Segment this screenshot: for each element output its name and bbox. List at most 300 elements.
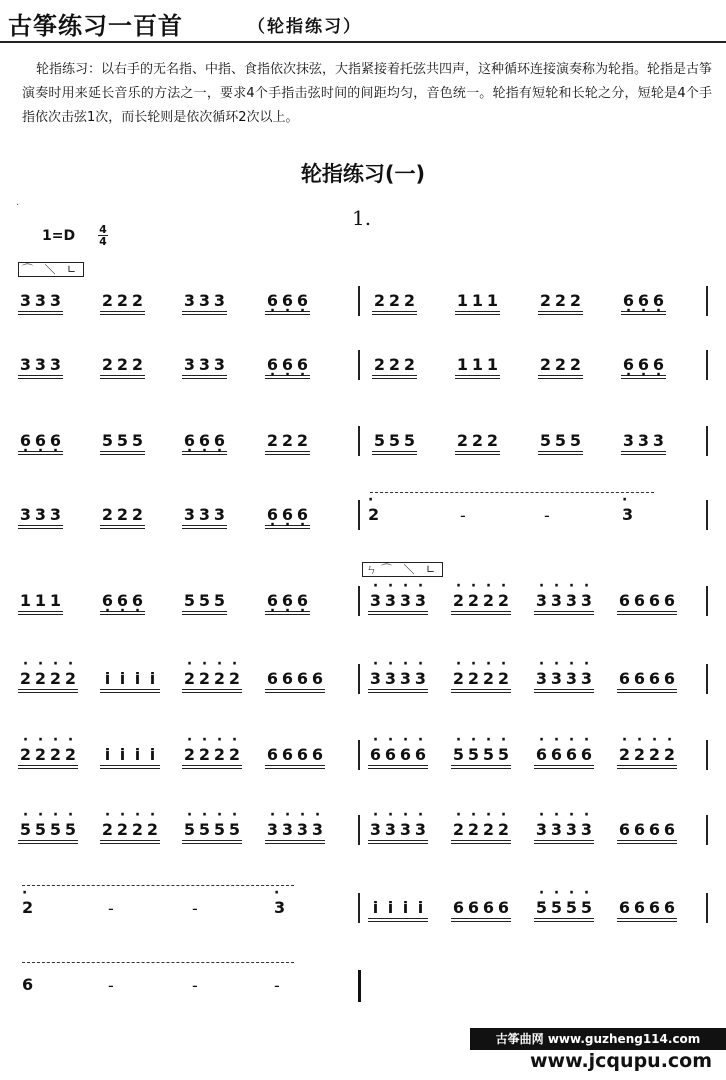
note: 6 bbox=[648, 591, 661, 610]
note: 5 bbox=[183, 591, 196, 610]
tie-marker: · bbox=[16, 200, 20, 211]
note: · 6 bbox=[265, 355, 280, 374]
note: · 6 bbox=[212, 431, 227, 450]
footer-url: www.jcqupu.com bbox=[530, 1050, 713, 1072]
note: 6 bbox=[618, 898, 631, 917]
note: · 6 bbox=[130, 591, 145, 610]
note: · 6 bbox=[413, 745, 428, 764]
note-group bbox=[100, 669, 160, 690]
note-group bbox=[368, 745, 428, 766]
note: · 2 bbox=[451, 669, 466, 688]
time-sig-top: 4 bbox=[99, 223, 107, 236]
note: · 2 bbox=[18, 669, 33, 688]
note: 3 bbox=[213, 505, 226, 524]
note: 3 bbox=[34, 291, 47, 310]
note: · 6 bbox=[651, 291, 666, 310]
note: · 6 bbox=[280, 291, 295, 310]
note: · 5 bbox=[451, 745, 466, 764]
note: 2 bbox=[486, 431, 499, 450]
note: · 3 bbox=[413, 591, 428, 610]
note-group bbox=[265, 291, 310, 312]
note: · 6 bbox=[265, 291, 280, 310]
score-row bbox=[0, 740, 726, 780]
note: 6 bbox=[648, 898, 661, 917]
barline bbox=[358, 586, 360, 616]
note: · 2 bbox=[145, 820, 160, 839]
note-group bbox=[182, 820, 242, 841]
score-row bbox=[0, 815, 726, 855]
note: 2 bbox=[101, 291, 114, 310]
note-group bbox=[534, 591, 594, 612]
note-group bbox=[100, 591, 145, 612]
note: i bbox=[115, 745, 130, 764]
note: 6 bbox=[266, 669, 279, 688]
time-sig-bottom: 4 bbox=[99, 235, 107, 248]
note: · 5 bbox=[48, 820, 63, 839]
note: 6 bbox=[467, 898, 480, 917]
note: · 3 bbox=[265, 820, 280, 839]
note: · 6 bbox=[280, 591, 295, 610]
fingering-box: ⌒ ＼ ∟ bbox=[18, 262, 84, 277]
note-group bbox=[455, 355, 500, 376]
note: 3 bbox=[49, 355, 62, 374]
note: · 6 bbox=[295, 505, 310, 524]
note-group bbox=[621, 431, 666, 452]
note: · 6 bbox=[383, 745, 398, 764]
note: · 2 bbox=[63, 669, 78, 688]
note: 1 bbox=[34, 591, 47, 610]
note: 6 bbox=[452, 898, 465, 917]
score-row bbox=[0, 500, 726, 540]
note-group bbox=[617, 820, 677, 841]
note: 1 bbox=[49, 591, 62, 610]
hold-dash: - bbox=[192, 899, 198, 918]
note: · 6 bbox=[100, 591, 115, 610]
score-row bbox=[0, 664, 726, 704]
note: · 3 bbox=[622, 505, 633, 524]
note: 2 bbox=[403, 291, 416, 310]
note-group bbox=[455, 291, 500, 312]
note: 2 bbox=[554, 291, 567, 310]
note: · 2 bbox=[33, 669, 48, 688]
note: · 5 bbox=[549, 898, 564, 917]
note: · 6 bbox=[636, 291, 651, 310]
note: 3 bbox=[19, 505, 32, 524]
note-group bbox=[621, 355, 666, 376]
note: 2 bbox=[539, 291, 552, 310]
note: · 6 bbox=[398, 745, 413, 764]
note: · 2 bbox=[18, 745, 33, 764]
note-group bbox=[368, 820, 428, 841]
note: 5 bbox=[101, 431, 114, 450]
note: · 2 bbox=[496, 820, 511, 839]
note: 3 bbox=[183, 505, 196, 524]
key-signature: 1=D bbox=[42, 228, 76, 244]
note: · 6 bbox=[534, 745, 549, 764]
note: · 3 bbox=[579, 591, 594, 610]
note: · 2 bbox=[182, 745, 197, 764]
note: · 2 bbox=[647, 745, 662, 764]
note: · 3 bbox=[579, 820, 594, 839]
tie-line bbox=[370, 492, 654, 493]
note: 3 bbox=[19, 355, 32, 374]
score-row bbox=[0, 350, 726, 390]
note: · 6 bbox=[33, 431, 48, 450]
note: 3 bbox=[213, 291, 226, 310]
note: · 5 bbox=[182, 820, 197, 839]
note: · 3 bbox=[534, 591, 549, 610]
title-rule bbox=[0, 41, 726, 43]
note: · 2 bbox=[115, 820, 130, 839]
note-group bbox=[621, 291, 666, 312]
note: 1 bbox=[19, 591, 32, 610]
note: 3 bbox=[34, 355, 47, 374]
note: · 2 bbox=[632, 745, 647, 764]
barline bbox=[358, 893, 360, 923]
note: · 6 bbox=[295, 291, 310, 310]
score-row bbox=[0, 893, 726, 933]
note-group bbox=[182, 745, 242, 766]
note: · 2 bbox=[63, 745, 78, 764]
note: 2 bbox=[456, 431, 469, 450]
note: · 3 bbox=[274, 898, 285, 917]
note-group bbox=[182, 291, 227, 312]
note-group bbox=[182, 669, 242, 690]
note-group bbox=[265, 431, 310, 452]
note-group bbox=[100, 820, 160, 841]
note-group bbox=[18, 820, 78, 841]
intro-paragraph: 轮指练习：以右手的无名指、中指、食指依次抹弦，大指紧接着托弦共四声，这种循环连接演奏称为轮指。轮指是古筝演奏时用来延长音乐的方法之一，要求4个手指击弦时间的间距均匀，音色统一。轮指有短轮和长轮之分，短轮是4个手指依次击弦1次，而长轮则是依次循环2次以上。 bbox=[22, 62, 713, 125]
note: · 6 bbox=[265, 591, 280, 610]
note: 2 bbox=[388, 291, 401, 310]
note: · 3 bbox=[398, 669, 413, 688]
note: · 2 bbox=[48, 745, 63, 764]
note: 2 bbox=[373, 355, 386, 374]
note: 6 bbox=[281, 745, 294, 764]
note: i bbox=[100, 745, 115, 764]
hold-dash: - bbox=[192, 976, 198, 995]
note: · 2 bbox=[481, 669, 496, 688]
note-group bbox=[18, 745, 78, 766]
note: 6 bbox=[618, 591, 631, 610]
note-group bbox=[534, 898, 594, 919]
note-group bbox=[182, 591, 227, 612]
footer-site: 古筝曲网 www.guzheng114.com bbox=[470, 1028, 726, 1050]
note: 3 bbox=[198, 505, 211, 524]
note: 5 bbox=[131, 431, 144, 450]
barline bbox=[706, 740, 708, 770]
note: · 6 bbox=[564, 745, 579, 764]
note-group bbox=[538, 431, 583, 452]
note: · 2 bbox=[182, 669, 197, 688]
note: i bbox=[130, 669, 145, 688]
note-group bbox=[182, 431, 227, 452]
note: 3 bbox=[637, 431, 650, 450]
note: 5 bbox=[116, 431, 129, 450]
note: · 5 bbox=[212, 820, 227, 839]
note-group bbox=[451, 898, 511, 919]
note: · 6 bbox=[48, 431, 63, 450]
note-group bbox=[372, 431, 417, 452]
note: · 2 bbox=[197, 669, 212, 688]
note-group bbox=[451, 591, 511, 612]
note: · 3 bbox=[398, 591, 413, 610]
note-group bbox=[265, 745, 325, 766]
note-group bbox=[18, 591, 63, 612]
note: · 2 bbox=[212, 745, 227, 764]
note-group bbox=[534, 745, 594, 766]
note: · 6 bbox=[579, 745, 594, 764]
note: · 2 bbox=[617, 745, 632, 764]
note-group bbox=[100, 505, 145, 526]
note: · 3 bbox=[564, 591, 579, 610]
note: 2 bbox=[539, 355, 552, 374]
note: · 5 bbox=[564, 898, 579, 917]
note: i bbox=[130, 745, 145, 764]
note: · 3 bbox=[564, 820, 579, 839]
note-group bbox=[617, 669, 677, 690]
note-group bbox=[100, 431, 145, 452]
note: 1 bbox=[486, 291, 499, 310]
barline bbox=[358, 426, 360, 456]
note: · 6 bbox=[295, 355, 310, 374]
note: · 2 bbox=[368, 505, 379, 524]
note: · 2 bbox=[466, 669, 481, 688]
note: · 6 bbox=[549, 745, 564, 764]
note: 3 bbox=[183, 355, 196, 374]
note: i bbox=[145, 745, 160, 764]
note: 6 bbox=[663, 820, 676, 839]
note-group bbox=[100, 291, 145, 312]
note: 3 bbox=[49, 291, 62, 310]
note-group bbox=[534, 820, 594, 841]
note: 3 bbox=[652, 431, 665, 450]
note: 3 bbox=[622, 431, 635, 450]
score-row bbox=[0, 586, 726, 626]
note: · 2 bbox=[451, 591, 466, 610]
note: 5 bbox=[198, 591, 211, 610]
note-group bbox=[372, 355, 417, 376]
note: 6 bbox=[633, 591, 646, 610]
note: 6 bbox=[497, 898, 510, 917]
note: 3 bbox=[198, 355, 211, 374]
barline bbox=[358, 815, 360, 845]
piece-number: 1. bbox=[352, 206, 372, 230]
note: 6 bbox=[618, 820, 631, 839]
note-group bbox=[617, 591, 677, 612]
note: 3 bbox=[213, 355, 226, 374]
note: · 2 bbox=[48, 669, 63, 688]
note: 2 bbox=[101, 355, 114, 374]
note: 5 bbox=[539, 431, 552, 450]
note: 2 bbox=[116, 355, 129, 374]
note: · 6 bbox=[182, 431, 197, 450]
hold-dash: - bbox=[108, 899, 114, 918]
note: 2 bbox=[116, 291, 129, 310]
note: i bbox=[145, 669, 160, 688]
note: · 3 bbox=[295, 820, 310, 839]
note: 2 bbox=[131, 505, 144, 524]
note-group bbox=[182, 505, 227, 526]
note: · 5 bbox=[579, 898, 594, 917]
note: 2 bbox=[373, 291, 386, 310]
note: · 5 bbox=[466, 745, 481, 764]
note: · 2 bbox=[130, 820, 145, 839]
score-row bbox=[0, 426, 726, 466]
note: · 5 bbox=[33, 820, 48, 839]
note: · 2 bbox=[100, 820, 115, 839]
tie-line bbox=[22, 885, 294, 886]
note: 6 bbox=[648, 669, 661, 688]
note-group bbox=[617, 898, 677, 919]
note: 2 bbox=[296, 431, 309, 450]
barline bbox=[358, 740, 360, 770]
note: · 6 bbox=[265, 505, 280, 524]
time-signature bbox=[98, 224, 108, 247]
note: 1 bbox=[486, 355, 499, 374]
note: 1 bbox=[456, 291, 469, 310]
note: · 3 bbox=[398, 820, 413, 839]
barline bbox=[706, 893, 708, 923]
note: · 3 bbox=[549, 669, 564, 688]
note: · 2 bbox=[496, 669, 511, 688]
note: 6 bbox=[266, 745, 279, 764]
note-group bbox=[372, 291, 417, 312]
note-group bbox=[18, 505, 63, 526]
note: · 3 bbox=[413, 820, 428, 839]
barline bbox=[706, 586, 708, 616]
note-group bbox=[18, 355, 63, 376]
note: · 3 bbox=[383, 591, 398, 610]
note: 1 bbox=[456, 355, 469, 374]
note: · 2 bbox=[481, 820, 496, 839]
note: 2 bbox=[569, 291, 582, 310]
note: · 6 bbox=[621, 291, 636, 310]
note: · 6 bbox=[295, 591, 310, 610]
note-group bbox=[100, 355, 145, 376]
page-title: 古筝练习一百首 bbox=[8, 12, 183, 40]
barline bbox=[706, 664, 708, 694]
note: · 3 bbox=[368, 669, 383, 688]
barline bbox=[706, 350, 708, 380]
note: 3 bbox=[34, 505, 47, 524]
note-group bbox=[265, 820, 325, 841]
note: · 3 bbox=[534, 820, 549, 839]
note: · 2 bbox=[662, 745, 677, 764]
note: 6 bbox=[633, 898, 646, 917]
note-group bbox=[265, 591, 310, 612]
page-subtitle: （轮指练习） bbox=[248, 17, 362, 37]
note: · 6 bbox=[621, 355, 636, 374]
note: · 5 bbox=[63, 820, 78, 839]
note: · 3 bbox=[549, 591, 564, 610]
note: 1 bbox=[471, 355, 484, 374]
note: 6 bbox=[482, 898, 495, 917]
note: i bbox=[100, 669, 115, 688]
note: · 2 bbox=[466, 820, 481, 839]
note-group bbox=[451, 669, 511, 690]
note: 2 bbox=[388, 355, 401, 374]
note: · 6 bbox=[280, 505, 295, 524]
note: · 2 bbox=[481, 591, 496, 610]
score-row bbox=[0, 286, 726, 326]
note-group bbox=[538, 291, 583, 312]
note: 2 bbox=[403, 355, 416, 374]
barline bbox=[706, 286, 708, 316]
note: · 5 bbox=[227, 820, 242, 839]
note: 2 bbox=[131, 291, 144, 310]
note: 5 bbox=[554, 431, 567, 450]
note: 6 bbox=[296, 669, 309, 688]
note-group bbox=[18, 431, 63, 452]
hold-dash: - bbox=[108, 976, 114, 995]
note: · 6 bbox=[197, 431, 212, 450]
note: · 3 bbox=[383, 669, 398, 688]
note: · 3 bbox=[534, 669, 549, 688]
note: 2 bbox=[569, 355, 582, 374]
note: · 5 bbox=[496, 745, 511, 764]
note-group bbox=[368, 591, 428, 612]
note-group bbox=[368, 898, 428, 919]
note-group bbox=[265, 505, 310, 526]
final-barline bbox=[358, 970, 361, 1002]
note-group bbox=[100, 745, 160, 766]
note: · 6 bbox=[18, 431, 33, 450]
note: 2 bbox=[266, 431, 279, 450]
note: 2 bbox=[131, 355, 144, 374]
note: · 2 bbox=[496, 591, 511, 610]
note-group bbox=[265, 669, 325, 690]
note: i bbox=[368, 898, 383, 917]
note-group bbox=[617, 745, 677, 766]
hold-dash: - bbox=[274, 976, 280, 995]
note: · 5 bbox=[18, 820, 33, 839]
note: · 3 bbox=[564, 669, 579, 688]
note: 6 bbox=[22, 975, 34, 994]
note: 3 bbox=[19, 291, 32, 310]
note: 5 bbox=[213, 591, 226, 610]
note: 6 bbox=[281, 669, 294, 688]
note: · 3 bbox=[413, 669, 428, 688]
hold-dash: - bbox=[544, 506, 550, 525]
note: 5 bbox=[388, 431, 401, 450]
note: 6 bbox=[311, 669, 324, 688]
note: · 5 bbox=[197, 820, 212, 839]
note: 2 bbox=[471, 431, 484, 450]
note: 2 bbox=[116, 505, 129, 524]
note: · 5 bbox=[481, 745, 496, 764]
note-group bbox=[534, 669, 594, 690]
note-group bbox=[368, 669, 428, 690]
note: 5 bbox=[373, 431, 386, 450]
fingering-box: ㄣ⌒ ＼ ∟ bbox=[362, 562, 443, 577]
note: 2 bbox=[281, 431, 294, 450]
note: 6 bbox=[311, 745, 324, 764]
note: i bbox=[115, 669, 130, 688]
section-title: 轮指练习(一) bbox=[300, 162, 426, 186]
note: · 2 bbox=[466, 591, 481, 610]
barline bbox=[706, 500, 708, 530]
note: 6 bbox=[663, 669, 676, 688]
note: 1 bbox=[471, 291, 484, 310]
note: · 5 bbox=[534, 898, 549, 917]
note: i bbox=[383, 898, 398, 917]
note: · 6 bbox=[651, 355, 666, 374]
note: · 6 bbox=[368, 745, 383, 764]
note-group bbox=[538, 355, 583, 376]
note: i bbox=[413, 898, 428, 917]
note: 6 bbox=[633, 669, 646, 688]
